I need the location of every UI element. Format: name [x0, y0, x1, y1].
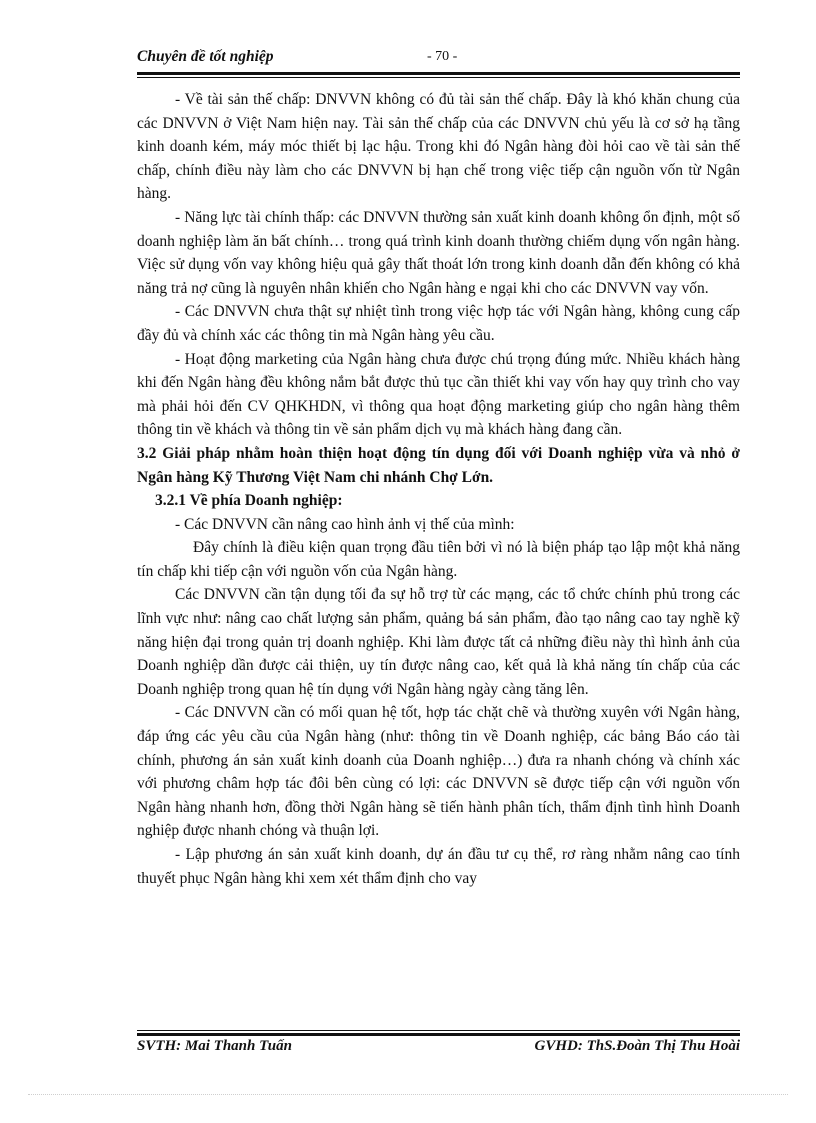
paragraph-relationship: - Các DNVVN cần có mối quan hệ tốt, hợp tác chặt chẽ và thường xuyên với Ngân hàng, đáp ứng các yêu cầu của Ngân hàng (như: thông tin về Doanh nghiệp, các bảng Báo cáo tài chính, phương án sản xuất kinh doanh của Doanh nghiệp…) đưa ra nhanh chóng và chính xác với phương châm hợp tác đôi bên cùng có lợi: các DNVVN sẽ được tiếp cận với nguồn vốn Ngân hàng nhanh hơn, đồng thời Ngân hàng sẽ tiến hành phân tích, thẩm định tình hình Doanh nghiệp được nhanh chóng và thuận lợi. — [137, 704, 740, 840]
footer-rule-thick — [137, 1033, 740, 1036]
header-rule-thick — [137, 72, 740, 75]
paragraph-business-plan: - Lập phương án sản xuất kinh doanh, dự án đầu tư cụ thể, rơ ràng nhằm nâng cao tính thuyết phục Ngân hàng khi xem xét thẩm định cho vay — [137, 846, 740, 887]
paragraph-financial-capacity: - Năng lực tài chính thấp: các DNVVN thường sản xuất kinh doanh không ổn định, một số doanh nghiệp làm ăn bất chính… trong quá trình kinh doanh thường chiếm dụng vốn ngân hàng. Việc sử dụng vốn vay không hiệu quả gây thất thoát lớn trong kinh doanh dẫn đến không có khả năng trả nợ cũng là nguyên nhân khiến cho Ngân hàng e ngại khi cho các DNVVN vay vốn. — [137, 208, 740, 297]
page-footer — [137, 1038, 740, 1062]
footer-student: SVTH: Mai Thanh Tuấn — [137, 1038, 292, 1054]
subsection-heading-3-2-1: 3.2.1 Về phía Doanh nghiệp: — [155, 492, 343, 510]
footer-rule-thin — [137, 1030, 740, 1031]
body-text — [137, 88, 740, 890]
paragraph-marketing: - Hoạt động marketing của Ngân hàng chưa được chú trọng đúng mức. Nhiều khách hàng khi đến Ngân hàng đều không nắm bắt được thủ tục cần thiết khi vay vốn hay quy trình cho vay mà phải hỏi đến CV QHKHDN, vì thông qua hoạt động marketing giúp cho ngân hàng thêm thông tin về khách và thông tin về sản phẩm dịch vụ mà khách hàng đang cần. — [137, 350, 740, 439]
footer-advisor: GVHD: ThS.Đoàn Thị Thu Hoài — [534, 1038, 740, 1054]
page-number: - 70 - — [427, 49, 458, 64]
paragraph-image-position: - Các DNVVN cần nâng cao hình ảnh vị thế của mình: — [175, 515, 515, 533]
section-heading-3-2: 3.2 Giải pháp nhằm hoàn thiện hoạt động tín dụng đối với Doanh nghiệp vừa và nhỏ ở Ngân hàng Kỹ Thương Việt Nam chi nhánh Chợ Lớn. — [137, 444, 740, 486]
paragraph-condition: Đây chính là điều kiện quan trọng đầu tiên bởi vì nó là biện pháp tạo lập một khả năng tín chấp khi tiếp cận với nguồn vốn của Ngân hàng. — [137, 539, 740, 580]
page-edge-divider — [28, 1094, 788, 1095]
page-header — [137, 48, 740, 74]
paragraph-cooperation: - Các DNVVN chưa thật sự nhiệt tình trong việc hợp tác với Ngân hàng, không cung cấp đầy đủ và chính xác các thông tin mà Ngân hàng yêu cầu. — [137, 303, 740, 344]
paragraph-support: Các DNVVN cần tận dụng tối đa sự hỗ trợ từ các mạng, các tổ chức chính phủ trong các lĩnh vực như: nâng cao chất lượng sản phẩm, quảng bá sản phẩm, đào tạo nâng cao tay nghề kỹ năng hiện đại trong quản trị doanh nghiệp. Khi làm được tất cả những điều này thì hình ảnh của Doanh nghiệp dần được cải thiện, uy tín được nâng cao, kết quả là khả năng tín chấp của các Doanh nghiệp trong quan hệ tín dụng với Ngân hàng ngày càng tăng lên. — [137, 586, 740, 698]
header-title: Chuyên đề tốt nghiệp — [137, 48, 274, 65]
header-rule-thin — [137, 77, 740, 78]
paragraph-collateral: - Về tài sản thế chấp: DNVVN không có đủ tài sản thế chấp. Đây là khó khăn chung của các DNVVN ở Việt Nam hiện nay. Tài sản thế chấp của các DNVVN chủ yếu là cơ sở hạ tầng kinh doanh kém, máy móc thiết bị lạc hậu. Trong khi đó Ngân hàng đòi hỏi cao về tài sản thế chấp, chính điều này làm cho các DNVVN bị hạn chế trong việc tiếp cận nguồn vốn từ Ngân hàng. — [137, 91, 740, 203]
